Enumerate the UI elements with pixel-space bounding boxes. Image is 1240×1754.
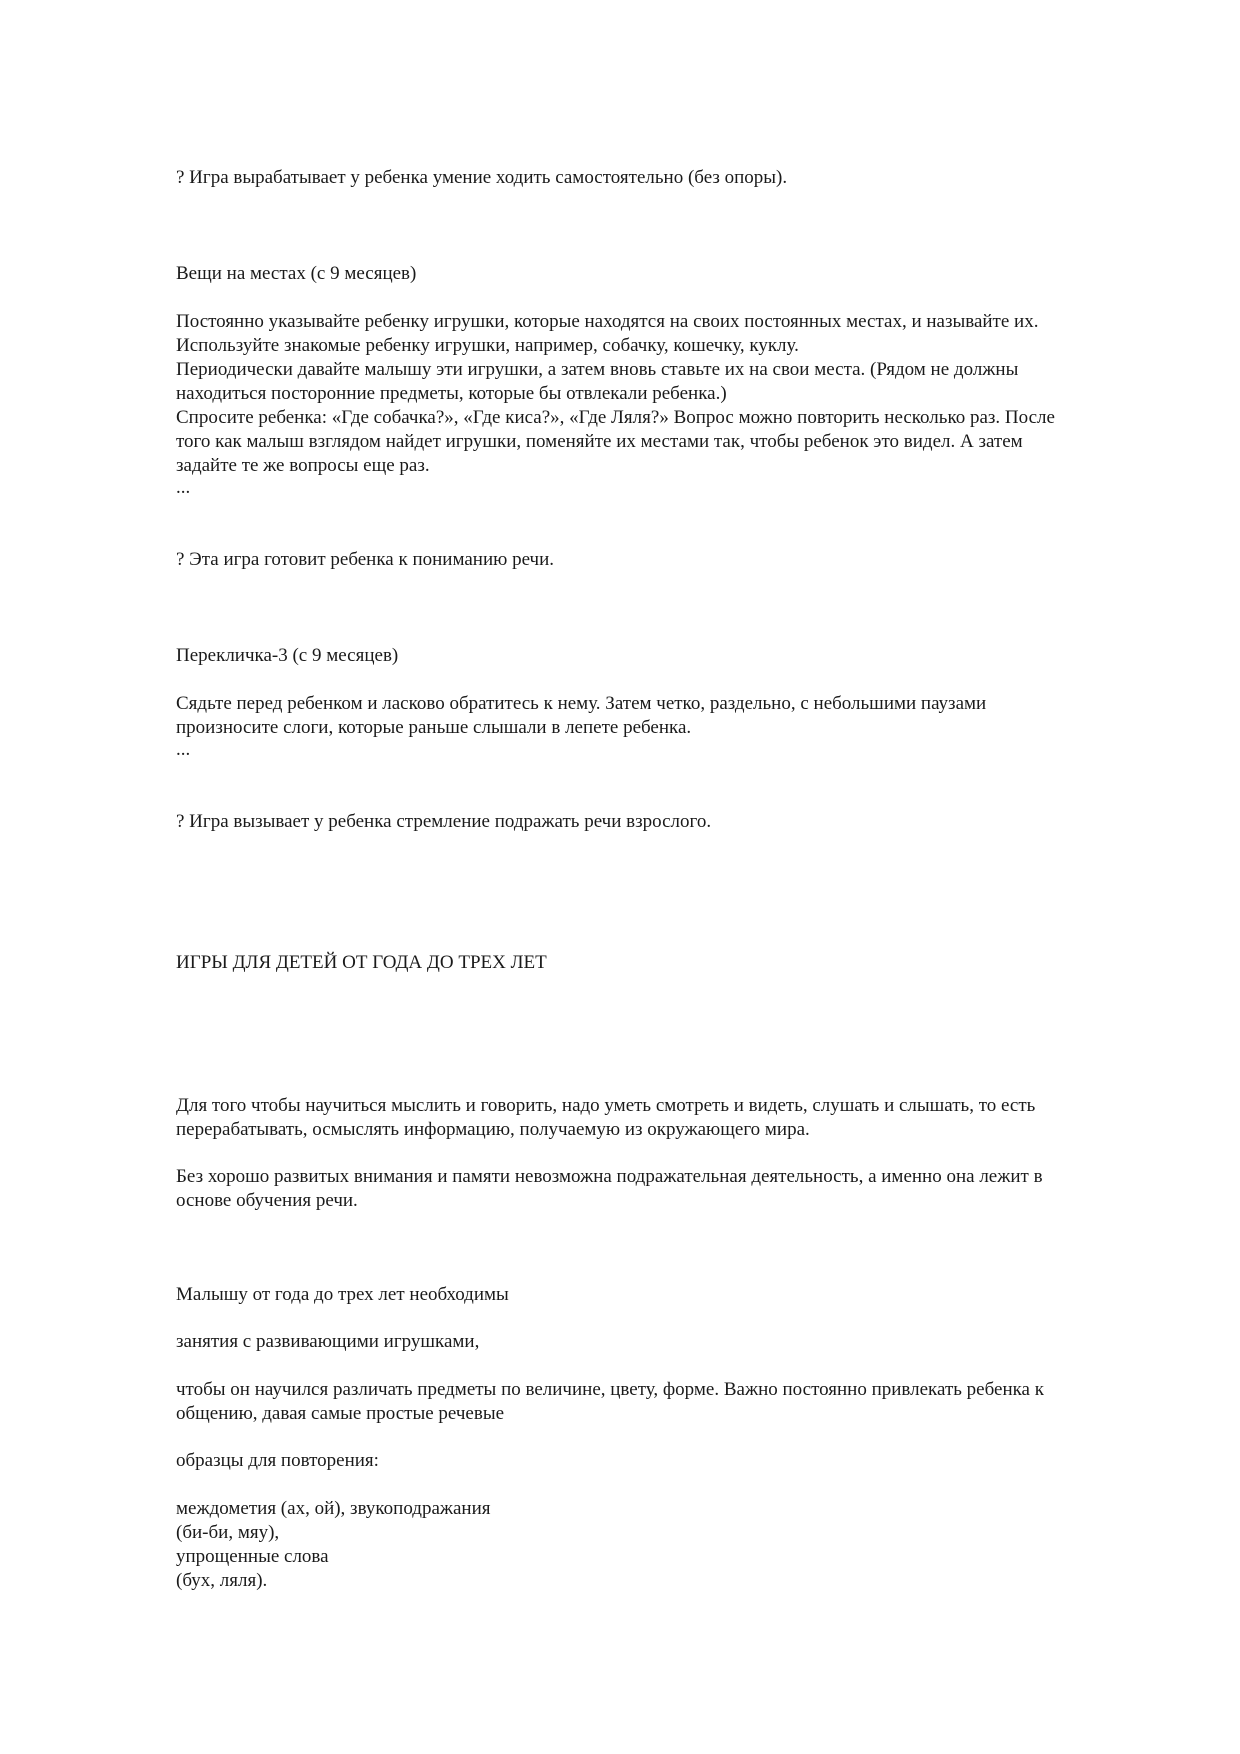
game3-note: ? Игра вызывает у ребенка стремление подражать речи взрослого. bbox=[176, 811, 712, 832]
game3-title: Перекличка-3 (с 9 месяцев) bbox=[176, 645, 399, 666]
game2-line: того как малыш взглядом найдет игрушки, поменяйте их местами так, чтобы ребенок это видел. А затем bbox=[176, 431, 1023, 452]
section-example-line: (бух, ляля). bbox=[176, 1570, 268, 1591]
section-para1-line: Для того чтобы научиться мыслить и говорить, надо уметь смотреть и видеть, слушать и слышать, то есть bbox=[176, 1095, 1036, 1116]
game2-note: ? Эта игра готовит ребенка к пониманию речи. bbox=[176, 549, 555, 570]
game1-note: ? Игра вырабатывает у ребенка умение ходить самостоятельно (без опоры). bbox=[176, 167, 788, 188]
section-toys: занятия с развивающими игрушками, bbox=[176, 1331, 480, 1352]
section-samples: образцы для повторения: bbox=[176, 1450, 379, 1471]
section-para2-line: основе обучения речи. bbox=[176, 1190, 358, 1211]
game2-line: задайте те же вопросы еще раз. bbox=[176, 455, 430, 476]
section-purpose-line: общению, давая самые простые речевые bbox=[176, 1403, 505, 1424]
section-example-line: междометия (ах, ой), звукоподражания bbox=[176, 1498, 491, 1519]
game2-line: Периодически давайте малышу эти игрушки, а затем вновь ставьте их на свои места. (Рядом не должны bbox=[176, 359, 1019, 380]
section-purpose-line: чтобы он научился различать предметы по величине, цвету, форме. Важно постоянно привлекать ребенка к bbox=[176, 1379, 1044, 1400]
game3-line: произносите слоги, которые раньше слышали в лепете ребенка. bbox=[176, 717, 692, 738]
game2-title: Вещи на местах (с 9 месяцев) bbox=[176, 263, 417, 284]
section-para2-line: Без хорошо развитых внимания и памяти невозможна подражательная деятельность, а именно она лежит в bbox=[176, 1166, 1043, 1187]
game2-line: Используйте знакомые ребенку игрушки, например, собачку, кошечку, куклу. bbox=[176, 335, 799, 356]
section-needs: Малышу от года до трех лет необходимы bbox=[176, 1284, 509, 1305]
game3-ellipsis: ... bbox=[176, 739, 191, 760]
game2-line: находиться посторонние предметы, которые бы отвлекали ребенка.) bbox=[176, 383, 727, 404]
section-para1-line: перерабатывать, осмыслять информацию, получаемую из окружающего мира. bbox=[176, 1119, 810, 1140]
section-example-line: упрощенные слова bbox=[176, 1546, 329, 1567]
game2-ellipsis: ... bbox=[176, 477, 191, 498]
section-heading: ИГРЫ ДЛЯ ДЕТЕЙ ОТ ГОДА ДО ТРЕХ ЛЕТ bbox=[176, 952, 547, 973]
game3-line: Сядьте перед ребенком и ласково обратитесь к нему. Затем четко, раздельно, с небольшими паузами bbox=[176, 693, 987, 714]
section-example-line: (би-би, мяу), bbox=[176, 1522, 280, 1543]
game2-line: Спросите ребенка: «Где собачка?», «Где киса?», «Где Ляля?» Вопрос можно повторить несколько раз. После bbox=[176, 407, 1055, 428]
game2-line: Постоянно указывайте ребенку игрушки, которые находятся на своих постоянных местах, и называйте их. bbox=[176, 311, 1039, 332]
